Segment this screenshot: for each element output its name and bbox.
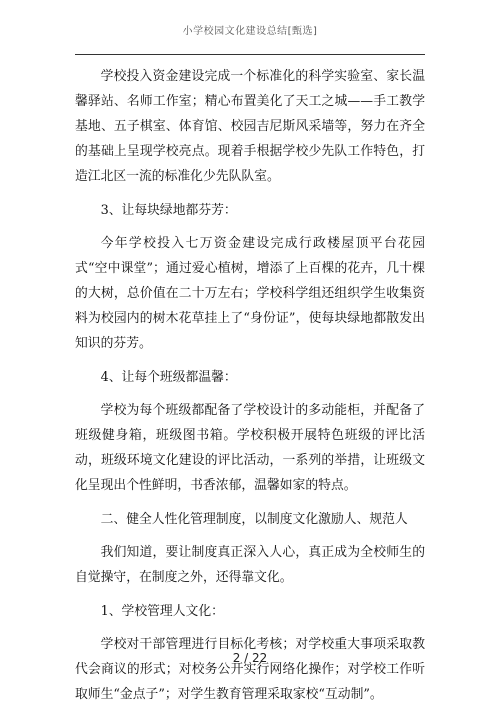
heading-green-spaces: 3、让每块绿地都芬芳： bbox=[100, 202, 237, 218]
running-header: 小学校园文化建设总结[甄选] bbox=[182, 26, 318, 37]
paragraph-facilities: 学校投入资金建设完成一个标准化的科学实验室、家长温馨驿站、名师工作室；精心布置美化了天工之城——手工教学基地、五子棋室、体育馆、校园吉尼斯风采墙等，努力在齐全的基础上呈现学校亮点。现着手根据学校少先队工作特色，打造江北区一流的标准化少先队队室。 bbox=[75, 69, 425, 184]
page-number: 2 / 22 bbox=[232, 651, 268, 665]
paragraph-green-spaces: 今年学校投入七万资金建设完成行政楼屋顶平台花园式“空中课堂”；通过爱心植树，增添了上百棵的花卉，几十棵的大树，总价值在二十万左右；学校科学组还组织学生收集资料为校园内的树木花草挂上了“身份证”，使每块绿地都散发出知识的芬芳。 bbox=[75, 236, 425, 351]
paragraph-classrooms: 学校为每个班级都配备了学校设计的多动能柜，并配备了班级健身箱，班级图书箱。学校积极开展特色班级的评比活动，班级环境文化建设的评比活动，一系列的举措，让班级文化呈现出个性鲜明，书香浓郁，温馨如家的特点。 bbox=[75, 403, 425, 493]
heading-humanistic-management: 1、学校管理人文化： bbox=[100, 603, 224, 619]
paragraph-humanistic-management: 学校对干部管理进行目标化考核；对学校重大事项采取教代会商议的形式；对校务公开实行网络化操作；对学校工作听取师生“金点子”；对学生教育管理采取家校“互动制”。 bbox=[75, 637, 425, 702]
section-heading-management: 二、健全人性化管理制度，以制度文化激励人、规范人 bbox=[100, 511, 408, 527]
document-body bbox=[75, 64, 425, 716]
paragraph-management-intro: 我们知道，要让制度真正深入人心，真正成为全校师生的自觉操守，在制度之外，还得靠文化。 bbox=[75, 545, 425, 585]
header-divider bbox=[75, 54, 425, 55]
heading-classrooms: 4、让每个班级都温馨： bbox=[100, 369, 237, 385]
